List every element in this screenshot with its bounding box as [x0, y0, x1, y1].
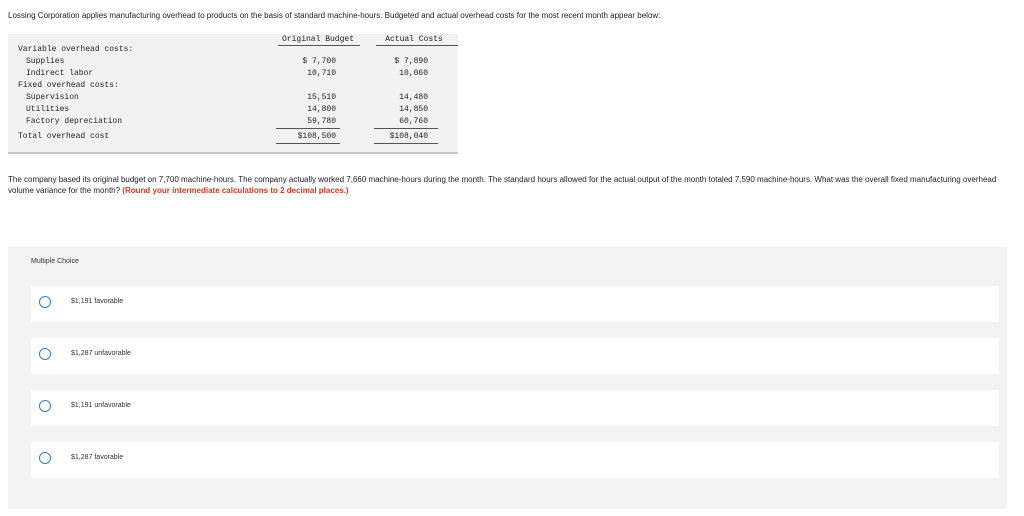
value-actual-utilities: 14,850: [399, 105, 428, 114]
choice-label: $1,191 unfavorable: [71, 402, 131, 409]
question-text: [8, 174, 1008, 196]
value-actual-depreciation: 60,760: [399, 117, 428, 126]
value-original-indirect-labor: 10,710: [307, 69, 336, 78]
multiple-choice-panel: [8, 247, 1007, 509]
table-row: [8, 80, 458, 92]
rounding-hint: (Round your intermediate calculations to 2 decimal places.): [122, 186, 349, 195]
header-actual-costs: Actual Costs: [385, 35, 443, 44]
multiple-choice-title: Multiple Choice: [31, 258, 79, 265]
value-actual-total: $108,040: [389, 132, 428, 141]
row-label-total: Total overhead cost: [18, 132, 110, 141]
variable-overhead-label: Variable overhead costs:: [18, 45, 134, 54]
radio-button-icon[interactable]: [39, 452, 51, 464]
table-row: [8, 56, 458, 68]
choice-label: $1,287 unfavorable: [71, 350, 131, 357]
value-actual-supplies: $ 7,890: [394, 57, 428, 66]
choice-option-4[interactable]: [31, 442, 999, 478]
table-row: [8, 44, 458, 56]
total-underline-original: [276, 143, 340, 144]
intro-text: Lossing Corporation applies manufacturing overhead to products on the basis of standard machine-hours. Budgeted and actual overhead costs for the most recent month appear below:: [8, 11, 661, 20]
row-label-supervision: Supervision: [26, 93, 79, 102]
table-row: [8, 116, 458, 128]
value-actual-supervision: 14,480: [399, 93, 428, 102]
question-body: The company based its original budget on 7,700 machine-hours. The company actually worked 7,660 machine-hours during the month. The standard hours allowed for the actual output of the month totaled 7,590 machine-hours. What was the overall fixed manufacturing overhead volume variance for the month?: [8, 175, 997, 195]
table-row: [8, 104, 458, 116]
choice-option-3[interactable]: [31, 390, 999, 426]
table-row: [8, 68, 458, 80]
fixed-overhead-label: Fixed overhead costs:: [18, 81, 119, 90]
row-label-indirect-labor: Indirect labor: [26, 69, 94, 78]
radio-button-icon[interactable]: [39, 296, 51, 308]
value-original-total: $108,500: [297, 132, 336, 141]
subtotal-underline-actual: [374, 128, 438, 129]
value-original-depreciation: 59,780: [307, 117, 336, 126]
overhead-cost-table: [8, 34, 458, 154]
radio-button-icon[interactable]: [39, 348, 51, 360]
row-label-factory-depreciation: Factory depreciation: [26, 117, 123, 126]
table-divider: [8, 152, 458, 154]
total-underline-actual: [374, 143, 438, 144]
table-row: [8, 92, 458, 104]
value-original-supplies: $ 7,700: [302, 57, 336, 66]
value-original-supervision: 15,510: [307, 93, 336, 102]
choice-option-1[interactable]: [31, 286, 999, 322]
value-original-utilities: 14,800: [307, 105, 336, 114]
value-actual-indirect-labor: 10,060: [399, 69, 428, 78]
row-label-utilities: Utilities: [26, 105, 70, 114]
subtotal-underline-original: [276, 128, 340, 129]
row-label-supplies: Supplies: [26, 57, 65, 66]
header-original-budget: Original Budget: [281, 35, 354, 44]
radio-button-icon[interactable]: [39, 400, 51, 412]
choice-label: $1,287 favorable: [71, 454, 124, 461]
choice-label: $1,191 favorable: [71, 298, 124, 305]
table-row: [8, 131, 458, 143]
choice-option-2[interactable]: [31, 338, 999, 374]
